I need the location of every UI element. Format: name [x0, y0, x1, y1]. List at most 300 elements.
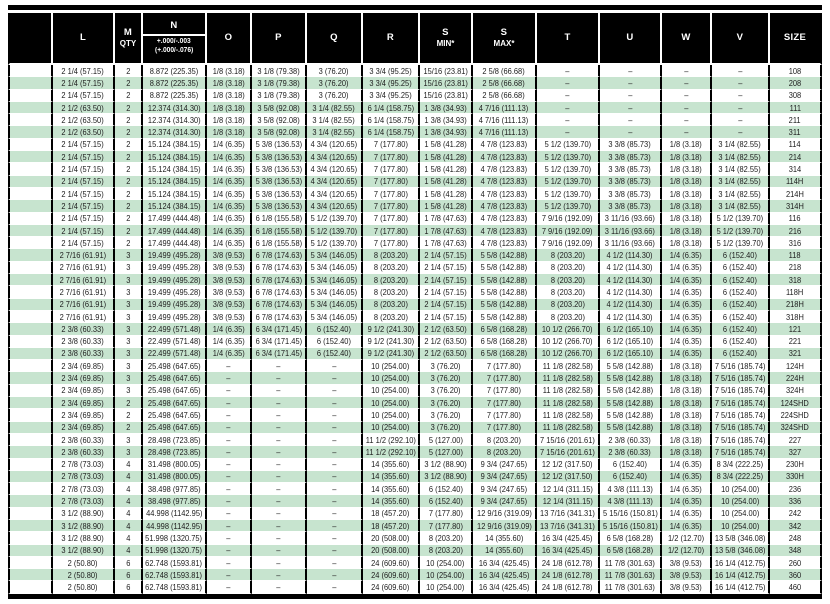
cell-r — [363, 483, 420, 495]
cell-value: 6 (152.40) — [612, 471, 648, 482]
cell-blank — [8, 422, 53, 434]
cell-value: 10 1/2 (266.70) — [542, 336, 593, 347]
cell-l — [53, 446, 115, 458]
cell-value: 3 1/8 (79.38) — [257, 77, 300, 88]
cell-w — [662, 557, 712, 569]
cell-value: 2 (50.80) — [68, 557, 98, 568]
cell-value: 6 — [125, 569, 131, 580]
cell-blank — [8, 508, 53, 520]
cell-s-min — [420, 213, 473, 225]
cell-l — [53, 520, 115, 532]
cell-u — [600, 545, 662, 557]
cell-value: 2 1/4 (57.15) — [61, 213, 105, 224]
cell-value: 2 1/4 (57.15) — [61, 225, 105, 236]
cell-value: 2 — [125, 237, 131, 248]
cell-value: 12.374 (314.30) — [147, 114, 201, 125]
cell-r — [363, 274, 420, 286]
cell-value: 3/8 (9.53) — [212, 286, 245, 297]
cell-s-max — [473, 409, 537, 421]
cell-l — [53, 459, 115, 471]
cell-value: 4 7/16 (111.13) — [479, 114, 529, 125]
cell-size — [770, 286, 822, 298]
cell-value: 2 1/4 (57.15) — [61, 200, 105, 211]
cell-r — [363, 397, 420, 409]
cell-t — [537, 176, 600, 188]
cell-q — [307, 372, 363, 384]
cell-m-qty — [115, 323, 143, 335]
cell-p — [252, 139, 307, 151]
cell-q — [307, 151, 363, 163]
cell-value: 2 7/8 (73.03) — [61, 459, 105, 470]
cell-value: 6 1/4 (158.75) — [367, 114, 414, 125]
cell-value: 2 — [125, 188, 131, 199]
cell-s-max — [473, 360, 537, 372]
cell-w — [662, 409, 712, 421]
cell-value: 7 5/16 (185.74) — [714, 397, 766, 408]
cell-s-max — [473, 102, 537, 114]
cell-value: – — [683, 114, 689, 125]
cell-s-min — [420, 532, 473, 544]
cell-value: 1/8 (3.18) — [212, 114, 245, 125]
cell-s-min — [420, 557, 473, 569]
cell-r — [363, 126, 420, 138]
cell-q — [307, 569, 363, 581]
cell-r — [363, 459, 420, 471]
cell-value: 1/8 (3.18) — [670, 237, 702, 248]
cell-value: 4 1/2 (114.30) — [607, 299, 653, 310]
cell-value: 2 5/8 (66.68) — [482, 65, 526, 76]
cell-l — [53, 102, 115, 114]
cell-m-qty — [115, 213, 143, 225]
cell-value: 15/16 (23.81) — [423, 65, 468, 76]
cell-size — [770, 200, 822, 212]
cell-value: 1 5/8 (41.28) — [424, 176, 467, 187]
cell-r — [363, 360, 420, 372]
cell-n — [143, 409, 207, 421]
cell-m-qty — [115, 176, 143, 188]
cell-value: 360 — [788, 569, 802, 580]
cell-value: 15/16 (23.81) — [423, 77, 468, 88]
cell-value: 8 (203.20) — [550, 299, 585, 310]
cell-s-max — [473, 286, 537, 298]
cell-s-max — [473, 262, 537, 274]
cell-u — [600, 360, 662, 372]
cell-q — [307, 483, 363, 495]
cell-value: – — [276, 373, 281, 384]
cell-v — [712, 532, 770, 544]
cell-value: 4 3/4 (120.65) — [310, 176, 358, 187]
cell-value: 5 3/4 (146.05) — [310, 286, 358, 297]
cell-m-qty — [115, 274, 143, 286]
cell-v — [712, 65, 770, 77]
cell-value: 10 (254.00) — [426, 557, 465, 568]
cell-s-min — [420, 274, 473, 286]
cell-value: 6 1/8 (155.58) — [255, 225, 302, 236]
cell-value: 327 — [788, 446, 802, 457]
cell-w — [662, 397, 712, 409]
cell-o — [207, 102, 252, 114]
cell-blank — [8, 409, 53, 421]
cell-value: 318 — [788, 274, 802, 285]
header-col-p — [252, 13, 307, 65]
cell-u — [600, 385, 662, 397]
cell-blank — [8, 581, 53, 593]
cell-p — [252, 508, 307, 520]
cell-s-min — [420, 126, 473, 138]
cell-value: 1/8 (3.18) — [212, 127, 245, 138]
cell-value: 6 (152.40) — [722, 274, 758, 285]
cell-o — [207, 532, 252, 544]
cell-value: 6 (152.40) — [722, 250, 758, 261]
cell-value: – — [627, 102, 633, 113]
cell-value: 1/4 (6.35) — [670, 299, 702, 310]
cell-value: 3/8 (9.53) — [212, 274, 245, 285]
cell-value: 13 7/16 (341.31) — [540, 508, 595, 519]
cell-value: 3 1/8 (79.38) — [257, 65, 300, 76]
cell-value: 4 7/8 (123.83) — [480, 188, 528, 199]
cell-value: 218H — [786, 299, 804, 310]
cell-n — [143, 471, 207, 483]
cell-size — [770, 249, 822, 261]
cell-blank — [8, 434, 53, 446]
cell-n — [143, 139, 207, 151]
cell-value: 3 3/8 (85.73) — [608, 139, 652, 150]
cell-l — [53, 397, 115, 409]
cell-value: 25.498 (647.65) — [147, 422, 201, 433]
cell-value: 2 1/4 (57.15) — [61, 188, 105, 199]
cell-value: 7 (177.80) — [486, 409, 522, 420]
cell-value: 16 1/4 (412.75) — [714, 582, 766, 593]
cell-v — [712, 163, 770, 175]
cell-value: – — [331, 532, 337, 543]
cell-t — [537, 65, 600, 77]
cell-value: 3 — [125, 373, 131, 384]
cell-value: 51.998 (1320.75) — [145, 532, 203, 543]
cell-value: – — [226, 360, 231, 371]
cell-value: 8 (203.20) — [373, 286, 408, 297]
cell-value: 2 — [125, 164, 131, 175]
cell-value: 6 — [125, 557, 131, 568]
cell-p — [252, 385, 307, 397]
cell-w — [662, 77, 712, 89]
cell-value: 13 5/8 (346.08) — [714, 545, 766, 556]
cell-w — [662, 176, 712, 188]
cell-value: 2 1/2 (63.50) — [61, 114, 105, 125]
cell-p — [252, 336, 307, 348]
cell-t — [537, 459, 600, 471]
cell-l — [53, 114, 115, 126]
cell-t — [537, 545, 600, 557]
cell-n — [143, 348, 207, 360]
cell-w — [662, 581, 712, 593]
cell-value: 1/4 (6.35) — [212, 164, 245, 175]
cell-v — [712, 311, 770, 323]
cell-s-min — [420, 176, 473, 188]
cell-value: 7 9/16 (192.09) — [542, 237, 593, 248]
cell-blank — [8, 569, 53, 581]
cell-value: 2 3/8 (60.33) — [61, 336, 105, 347]
cell-value: 12 9/16 (319.09) — [476, 508, 532, 519]
cell-blank — [8, 237, 53, 249]
cell-value: 1/4 (6.35) — [670, 348, 702, 359]
cell-value: – — [226, 409, 231, 420]
cell-value: 5 3/8 (136.53) — [255, 139, 302, 150]
cell-m-qty — [115, 495, 143, 507]
cell-value: 10 (254.00) — [371, 373, 410, 384]
cell-n — [143, 90, 207, 102]
cell-l — [53, 176, 115, 188]
cell-value: 2 — [125, 397, 131, 408]
cell-value: 1/4 (6.35) — [212, 323, 245, 334]
cell-u — [600, 581, 662, 593]
cell-value: 6 7/8 (174.63) — [255, 286, 302, 297]
cell-v — [712, 323, 770, 335]
cell-value: 1/4 (6.35) — [670, 250, 702, 261]
cell-value: 7 (177.80) — [373, 188, 408, 199]
cell-w — [662, 200, 712, 212]
cell-value: – — [226, 422, 231, 433]
cell-v — [712, 471, 770, 483]
cell-value: 7 9/16 (192.09) — [542, 225, 593, 236]
cell-w — [662, 225, 712, 237]
cell-s-min — [420, 520, 473, 532]
cell-p — [252, 483, 307, 495]
cell-value: – — [331, 496, 337, 507]
cell-blank — [8, 65, 53, 77]
cell-value: 24 (609.60) — [371, 557, 410, 568]
cell-value: 3 1/8 (79.38) — [257, 90, 300, 101]
cell-size — [770, 348, 822, 360]
cell-value: – — [331, 471, 337, 482]
cell-r — [363, 163, 420, 175]
cell-n — [143, 299, 207, 311]
cell-value: 6 (152.40) — [316, 348, 352, 359]
cell-size — [770, 65, 822, 77]
cell-w — [662, 102, 712, 114]
cell-value: 3 1/4 (82.55) — [718, 164, 762, 175]
cell-n — [143, 311, 207, 323]
cell-blank — [8, 372, 53, 384]
cell-size — [770, 459, 822, 471]
cell-value: 13 5/8 (346.08) — [714, 532, 766, 543]
cell-r — [363, 385, 420, 397]
cell-s-min — [420, 139, 473, 151]
cell-value: 218 — [788, 262, 802, 273]
cell-r — [363, 237, 420, 249]
cell-t — [537, 581, 600, 593]
cell-value: 1/4 (6.35) — [212, 225, 245, 236]
cell-blank — [8, 77, 53, 89]
cell-size — [770, 385, 822, 397]
cell-value: 1/4 (6.35) — [670, 262, 702, 273]
cell-l — [53, 299, 115, 311]
cell-o — [207, 176, 252, 188]
cell-value: 2 1/2 (63.50) — [61, 102, 105, 113]
cell-value: 8 (203.20) — [550, 250, 585, 261]
cell-value: 330H — [786, 471, 804, 482]
cell-s-min — [420, 569, 473, 581]
cell-value: 51.998 (1320.75) — [145, 545, 203, 556]
cell-n — [143, 520, 207, 532]
cell-value: 1/8 (3.18) — [670, 360, 702, 371]
cell-q — [307, 409, 363, 421]
cell-u — [600, 471, 662, 483]
cell-value: 8 (203.20) — [428, 545, 463, 556]
cell-n — [143, 434, 207, 446]
cell-value: 4 3/4 (120.65) — [310, 139, 358, 150]
cell-s-max — [473, 90, 537, 102]
cell-t — [537, 348, 600, 360]
cell-s-max — [473, 65, 537, 77]
cell-blank — [8, 385, 53, 397]
cell-v — [712, 139, 770, 151]
cell-q — [307, 446, 363, 458]
cell-s-min — [420, 385, 473, 397]
cell-t — [537, 126, 600, 138]
cell-q — [307, 385, 363, 397]
cell-value: 3/8 (9.53) — [670, 582, 702, 593]
cell-p — [252, 274, 307, 286]
cell-l — [53, 385, 115, 397]
cell-q — [307, 114, 363, 126]
cell-t — [537, 114, 600, 126]
cell-o — [207, 65, 252, 77]
cell-v — [712, 249, 770, 261]
cell-r — [363, 581, 420, 593]
cell-o — [207, 237, 252, 249]
cell-value: 2 3/8 (60.33) — [61, 348, 105, 359]
cell-q — [307, 557, 363, 569]
header-label: U — [626, 31, 634, 43]
cell-blank — [8, 336, 53, 348]
cell-value: 3 3/4 (95.25) — [369, 90, 412, 101]
cell-value: 2 — [125, 422, 131, 433]
cell-w — [662, 495, 712, 507]
cell-size — [770, 495, 822, 507]
cell-value: 15/16 (23.81) — [423, 90, 468, 101]
cell-value: 4 1/2 (114.30) — [607, 311, 653, 322]
cell-value: 3 11/16 (93.66) — [604, 225, 656, 236]
cell-t — [537, 200, 600, 212]
cell-value: 3 — [125, 250, 131, 261]
cell-t — [537, 274, 600, 286]
cell-n — [143, 532, 207, 544]
cell-value: – — [627, 114, 633, 125]
cell-blank — [8, 471, 53, 483]
cell-size — [770, 409, 822, 421]
cell-l — [53, 508, 115, 520]
cell-value: 7 (177.80) — [373, 176, 408, 187]
cell-t — [537, 151, 600, 163]
cell-u — [600, 520, 662, 532]
header-col-t — [537, 13, 600, 65]
cell-value: 6 3/4 (171.45) — [255, 336, 302, 347]
cell-r — [363, 372, 420, 384]
cell-v — [712, 372, 770, 384]
cell-value: 12 1/4 (311.15) — [542, 496, 593, 507]
cell-value: 2 — [125, 114, 131, 125]
cell-value: 5 5/8 (142.88) — [606, 409, 654, 420]
cell-q — [307, 360, 363, 372]
cell-q — [307, 225, 363, 237]
cell-s-min — [420, 459, 473, 471]
cell-o — [207, 249, 252, 261]
cell-s-max — [473, 422, 537, 434]
cell-value: 4 7/8 (123.83) — [480, 176, 528, 187]
cell-blank — [8, 311, 53, 323]
cell-s-max — [473, 249, 537, 261]
cell-p — [252, 114, 307, 126]
cell-value: 3 — [125, 311, 131, 322]
cell-value: – — [276, 397, 281, 408]
cell-l — [53, 225, 115, 237]
cell-o — [207, 299, 252, 311]
cell-l — [53, 274, 115, 286]
cell-w — [662, 299, 712, 311]
cell-value: – — [226, 483, 231, 494]
cell-q — [307, 520, 363, 532]
cell-l — [53, 213, 115, 225]
cell-w — [662, 126, 712, 138]
cell-value: 3 11/16 (93.66) — [604, 237, 656, 248]
cell-o — [207, 200, 252, 212]
cell-q — [307, 237, 363, 249]
cell-u — [600, 495, 662, 507]
cell-r — [363, 311, 420, 323]
cell-r — [363, 188, 420, 200]
cell-value: 6 (152.40) — [722, 299, 758, 310]
cell-value: 1/4 (6.35) — [212, 176, 245, 187]
cell-q — [307, 348, 363, 360]
cell-value: – — [276, 360, 281, 371]
cell-m-qty — [115, 65, 143, 77]
cell-value: – — [331, 569, 337, 580]
cell-value: 1 7/8 (47.63) — [424, 237, 467, 248]
cell-v — [712, 213, 770, 225]
cell-value: 2 1/4 (57.15) — [61, 65, 105, 76]
cell-value: 116 — [789, 213, 801, 224]
cell-w — [662, 483, 712, 495]
cell-u — [600, 274, 662, 286]
cell-v — [712, 557, 770, 569]
cell-value: 1/4 (6.35) — [670, 459, 702, 470]
cell-value: 6 1/4 (158.75) — [367, 127, 414, 138]
cell-q — [307, 65, 363, 77]
cell-size — [770, 176, 822, 188]
cell-value: 11 1/8 (282.58) — [542, 373, 593, 384]
cell-value: 6 7/8 (174.63) — [255, 262, 302, 273]
cell-o — [207, 520, 252, 532]
cell-value: – — [737, 114, 743, 125]
cell-w — [662, 139, 712, 151]
cell-value: 2 1/4 (57.15) — [424, 311, 467, 322]
cell-l — [53, 126, 115, 138]
cell-value: 3 — [125, 360, 131, 371]
cell-value: 3 1/2 (88.90) — [424, 459, 467, 470]
cell-value: – — [276, 532, 281, 543]
cell-value: 5 3/4 (146.05) — [310, 274, 358, 285]
cell-u — [600, 459, 662, 471]
cell-p — [252, 495, 307, 507]
cell-value: 4 — [125, 508, 131, 519]
cell-value: 24 (609.60) — [371, 582, 410, 593]
cell-value: 1/8 (3.18) — [670, 409, 702, 420]
cell-value: 9 1/2 (241.30) — [367, 348, 414, 359]
cell-value: – — [331, 397, 337, 408]
cell-m-qty — [115, 409, 143, 421]
cell-value: 3/8 (9.53) — [670, 569, 702, 580]
cell-n — [143, 213, 207, 225]
